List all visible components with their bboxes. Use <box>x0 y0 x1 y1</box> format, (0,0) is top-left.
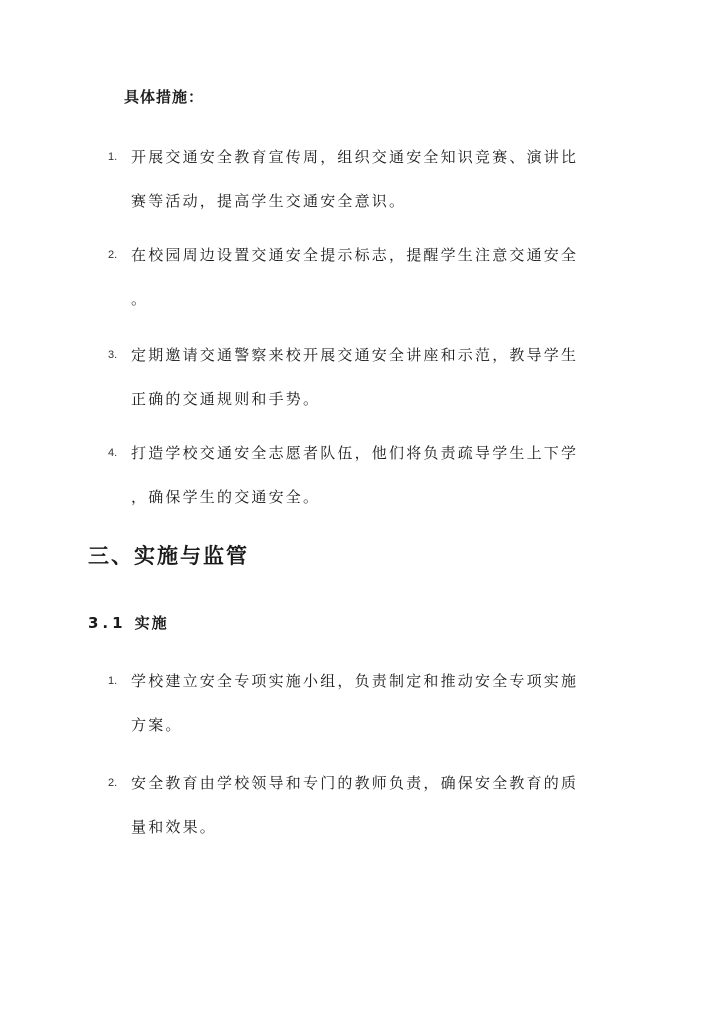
list-item-line: 正确的交通规则和手势。 <box>131 390 321 408</box>
list-item-number: 1. <box>108 151 118 163</box>
list-item-line: 。 <box>131 290 149 308</box>
list-item-line: 定期邀请交通警察来校开展交通安全讲座和示范，教导学生 <box>131 346 579 364</box>
subsection-label: 实施 <box>134 614 169 632</box>
list-item-line: 开展交通安全教育宣传周，组织交通安全知识竞赛、演讲比 <box>131 148 579 166</box>
list-item-number: 3. <box>108 349 118 361</box>
section-title: 三、实施与监管 <box>88 544 249 568</box>
list-item-line: 方案。 <box>131 716 183 734</box>
list-item-number: 2. <box>108 777 118 789</box>
list-item-line: 学校建立安全专项实施小组，负责制定和推动安全专项实施 <box>131 672 579 690</box>
measures-heading: 具体措施： <box>124 88 205 106</box>
list-item-line: 安全教育由学校领导和专门的教师负责，确保安全教育的质 <box>131 774 579 792</box>
list-item-line: 打造学校交通安全志愿者队伍，他们将负责疏导学生上下学 <box>131 444 579 462</box>
list-item-line: ，确保学生的交通安全。 <box>131 488 321 506</box>
subsection-title <box>88 612 169 633</box>
subsection-number: 3.1 <box>88 614 127 632</box>
list-item-line: 在校园周边设置交通安全提示标志，提醒学生注意交通安全 <box>131 246 579 264</box>
list-item-line: 赛等活动，提高学生交通安全意识。 <box>131 192 407 210</box>
list-item-number: 4. <box>108 447 118 459</box>
list-item-number: 1. <box>108 675 118 687</box>
list-item-line: 量和效果。 <box>131 818 218 836</box>
list-item-number: 2. <box>108 249 118 261</box>
